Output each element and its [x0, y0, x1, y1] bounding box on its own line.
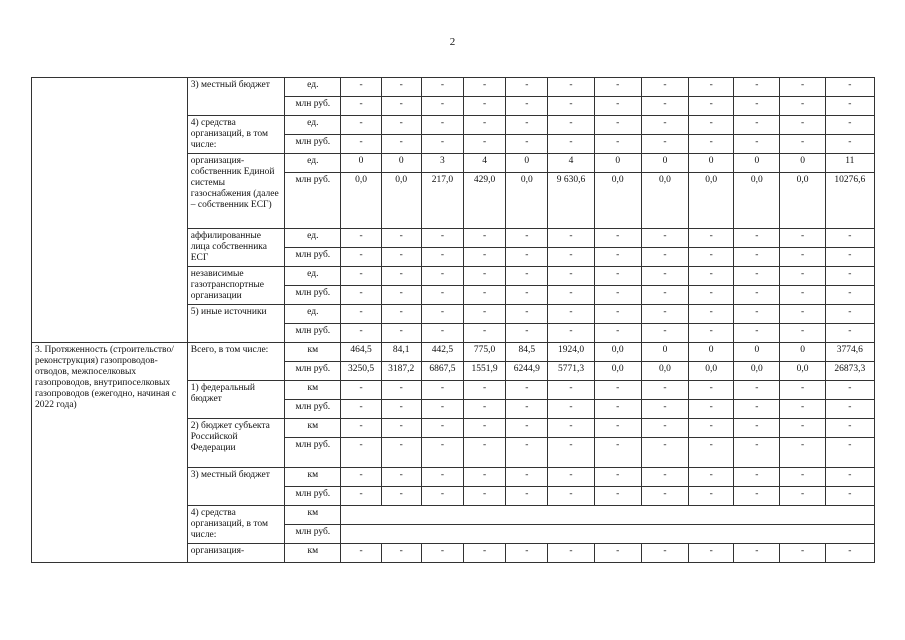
value-cell: - [689, 419, 734, 438]
value-cell: - [641, 419, 688, 438]
value-cell: - [734, 438, 780, 468]
value-cell: - [641, 286, 688, 305]
value-cell: - [341, 400, 381, 419]
value-cell: - [780, 468, 825, 487]
value-cell: - [689, 438, 734, 468]
value-cell: - [689, 400, 734, 419]
value-cell: - [548, 116, 594, 135]
value-cell: - [641, 438, 688, 468]
value-cell: - [734, 324, 780, 343]
value-cell: - [689, 97, 734, 116]
unit-cell: млн руб. [285, 97, 341, 116]
value-cell: - [594, 544, 641, 563]
value-cell: - [594, 487, 641, 506]
unit-cell: ед. [285, 116, 341, 135]
value-cell: - [594, 400, 641, 419]
value-cell: - [506, 381, 548, 400]
value-cell: - [594, 248, 641, 267]
page-number: 2 [449, 36, 456, 48]
value-cell: - [381, 381, 421, 400]
value-cell: 442,5 [421, 343, 463, 362]
value-cell: - [506, 438, 548, 468]
value-cell: 0 [689, 343, 734, 362]
source-cell: 5) иные источники [187, 305, 284, 343]
value-cell: - [780, 135, 825, 154]
source-cell: Всего, в том числе: [187, 343, 284, 381]
value-cell: - [464, 97, 506, 116]
value-cell: - [464, 229, 506, 248]
value-cell: - [825, 229, 874, 248]
value-cell: - [464, 286, 506, 305]
unit-cell: ед. [285, 267, 341, 286]
value-cell: - [825, 135, 874, 154]
value-cell: - [780, 381, 825, 400]
value-cell: - [825, 544, 874, 563]
value-cell: - [548, 305, 594, 324]
value-cell: - [341, 135, 381, 154]
value-cell: - [825, 97, 874, 116]
value-cell: - [594, 381, 641, 400]
value-cell: - [641, 487, 688, 506]
value-cell: - [734, 286, 780, 305]
value-cell: 3187,2 [381, 362, 421, 381]
value-cell: 0 [780, 343, 825, 362]
value-cell: - [421, 544, 463, 563]
value-cell: - [780, 544, 825, 563]
value-cell: - [506, 116, 548, 135]
value-cell: - [506, 286, 548, 305]
unit-cell: млн руб. [285, 324, 341, 343]
value-cell: - [381, 468, 421, 487]
value-cell: 0,0 [641, 362, 688, 381]
value-cell: - [421, 400, 463, 419]
value-cell: - [464, 267, 506, 286]
value-cell: - [689, 229, 734, 248]
value-cell: - [381, 305, 421, 324]
value-cell: - [341, 438, 381, 468]
value-cell: - [594, 468, 641, 487]
source-cell: 3) местный бюджет [187, 78, 284, 116]
value-cell: - [381, 267, 421, 286]
value-cell: - [825, 267, 874, 286]
value-cell: - [464, 116, 506, 135]
value-cell: 0 [341, 154, 381, 173]
value-cell: - [734, 400, 780, 419]
value-cell: - [780, 305, 825, 324]
value-cell: - [641, 381, 688, 400]
value-cell: - [780, 419, 825, 438]
value-cell: - [341, 381, 381, 400]
value-cell: - [689, 286, 734, 305]
value-cell: - [641, 468, 688, 487]
value-cell: - [421, 267, 463, 286]
value-cell: - [506, 400, 548, 419]
value-cell: 3250,5 [341, 362, 381, 381]
unit-cell: ед. [285, 305, 341, 324]
indicator-cell: 3. Протяженность (строительство/реконструкция) газопроводов-отводов, межпоселковых газопроводов, внутрипоселковых газопроводов (ежегодно, начиная с 2022 года) [32, 343, 188, 563]
unit-cell: млн руб. [285, 248, 341, 267]
value-cell: - [734, 267, 780, 286]
value-cell: - [734, 487, 780, 506]
value-cell: - [381, 97, 421, 116]
value-cell: 1551,9 [464, 362, 506, 381]
value-cell: - [825, 468, 874, 487]
value-cell: - [825, 438, 874, 468]
value-cell: - [641, 229, 688, 248]
unit-cell: ед. [285, 229, 341, 248]
value-cell: - [381, 286, 421, 305]
value-cell: - [464, 135, 506, 154]
value-cell: - [548, 438, 594, 468]
value-cell: - [341, 324, 381, 343]
value-cell: - [464, 438, 506, 468]
value-cell: - [689, 468, 734, 487]
value-cell: 0 [689, 154, 734, 173]
value-cell: - [464, 544, 506, 563]
value-cell: - [421, 468, 463, 487]
value-cell: - [780, 78, 825, 97]
value-cell: - [421, 229, 463, 248]
value-cell: - [548, 324, 594, 343]
source-cell: 4) средства организаций, в том числе: [187, 506, 284, 544]
value-cell: - [734, 544, 780, 563]
unit-cell: млн руб. [285, 487, 341, 506]
unit-cell: км [285, 419, 341, 438]
value-cell: - [594, 267, 641, 286]
value-cell: - [594, 419, 641, 438]
value-cell: - [421, 97, 463, 116]
value-cell: 0,0 [689, 362, 734, 381]
unit-cell: км [285, 506, 341, 525]
value-cell: - [825, 419, 874, 438]
value-cell: - [780, 248, 825, 267]
value-cell: - [381, 248, 421, 267]
unit-cell: км [285, 343, 341, 362]
value-cell: - [641, 116, 688, 135]
value-cell: - [381, 324, 421, 343]
value-cell: - [464, 78, 506, 97]
value-cell: - [594, 78, 641, 97]
value-cell: - [464, 468, 506, 487]
value-cell: 10276,6 [825, 173, 874, 229]
value-cell: - [780, 267, 825, 286]
empty-values-cell [341, 506, 875, 525]
value-cell: 26873,3 [825, 362, 874, 381]
value-cell: - [548, 468, 594, 487]
value-cell: - [780, 400, 825, 419]
value-cell: - [421, 248, 463, 267]
value-cell: 0 [641, 154, 688, 173]
value-cell: - [381, 544, 421, 563]
value-cell: 5771,3 [548, 362, 594, 381]
value-cell: - [641, 248, 688, 267]
value-cell: - [381, 419, 421, 438]
value-cell: 0,0 [689, 173, 734, 229]
value-cell: 0,0 [341, 173, 381, 229]
source-cell: 3) местный бюджет [187, 468, 284, 506]
unit-cell: км [285, 468, 341, 487]
value-cell: - [780, 487, 825, 506]
value-cell: - [548, 286, 594, 305]
value-cell: 217,0 [421, 173, 463, 229]
value-cell: - [780, 229, 825, 248]
value-cell: - [734, 97, 780, 116]
value-cell: - [464, 324, 506, 343]
value-cell: - [734, 248, 780, 267]
value-cell: - [464, 400, 506, 419]
value-cell: 3 [421, 154, 463, 173]
value-cell: 0,0 [780, 362, 825, 381]
value-cell: 0,0 [381, 173, 421, 229]
value-cell: - [641, 135, 688, 154]
empty-values-cell [341, 525, 875, 544]
value-cell: 464,5 [341, 343, 381, 362]
value-cell: - [734, 419, 780, 438]
value-cell: - [506, 305, 548, 324]
value-cell: - [341, 286, 381, 305]
value-cell: 0,0 [734, 173, 780, 229]
value-cell: - [641, 97, 688, 116]
value-cell: 4 [548, 154, 594, 173]
value-cell: 0,0 [641, 173, 688, 229]
value-cell: - [548, 135, 594, 154]
value-cell: 0,0 [594, 343, 641, 362]
value-cell: 0 [780, 154, 825, 173]
value-cell: 1924,0 [548, 343, 594, 362]
value-cell: - [689, 324, 734, 343]
value-cell: - [825, 487, 874, 506]
source-cell: организация- [187, 544, 284, 563]
value-cell: - [506, 78, 548, 97]
value-cell: - [381, 438, 421, 468]
value-cell: - [780, 438, 825, 468]
value-cell: - [594, 229, 641, 248]
value-cell: 429,0 [464, 173, 506, 229]
value-cell: - [641, 400, 688, 419]
value-cell: - [506, 248, 548, 267]
value-cell: - [689, 135, 734, 154]
value-cell: - [464, 487, 506, 506]
unit-cell: км [285, 544, 341, 563]
value-cell: - [421, 438, 463, 468]
value-cell: 6244,9 [506, 362, 548, 381]
value-cell: - [825, 116, 874, 135]
value-cell: - [689, 267, 734, 286]
value-cell: - [594, 305, 641, 324]
value-cell: - [506, 267, 548, 286]
value-cell: - [506, 135, 548, 154]
value-cell: - [734, 468, 780, 487]
value-cell: - [341, 419, 381, 438]
value-cell: - [341, 229, 381, 248]
value-cell: - [734, 381, 780, 400]
source-cell: 4) средства организаций, в том числе: [187, 116, 284, 154]
value-cell: - [341, 487, 381, 506]
unit-cell: млн руб. [285, 135, 341, 154]
unit-cell: ед. [285, 154, 341, 173]
value-cell: - [421, 116, 463, 135]
value-cell: - [594, 324, 641, 343]
unit-cell: км [285, 381, 341, 400]
value-cell: - [641, 305, 688, 324]
value-cell: - [341, 116, 381, 135]
value-cell: - [689, 305, 734, 324]
value-cell: 4 [464, 154, 506, 173]
value-cell: - [381, 78, 421, 97]
value-cell: - [381, 487, 421, 506]
value-cell: 0 [734, 343, 780, 362]
value-cell: 0,0 [734, 362, 780, 381]
value-cell: - [825, 248, 874, 267]
value-cell: 3774,6 [825, 343, 874, 362]
value-cell: - [548, 229, 594, 248]
unit-cell: ед. [285, 78, 341, 97]
value-cell: - [341, 305, 381, 324]
source-cell: 1) федеральный бюджет [187, 381, 284, 419]
unit-cell: млн руб. [285, 173, 341, 229]
unit-cell: млн руб. [285, 400, 341, 419]
value-cell: - [341, 97, 381, 116]
value-cell: - [421, 135, 463, 154]
source-cell: 2) бюджет субъекта Российской Федерации [187, 419, 284, 468]
value-cell: - [341, 468, 381, 487]
value-cell: - [641, 267, 688, 286]
value-cell: - [734, 305, 780, 324]
value-cell: - [734, 78, 780, 97]
value-cell: - [421, 324, 463, 343]
value-cell: - [825, 286, 874, 305]
value-cell: - [381, 135, 421, 154]
value-cell: - [548, 78, 594, 97]
value-cell: - [464, 381, 506, 400]
data-table [31, 77, 875, 563]
value-cell: - [506, 97, 548, 116]
value-cell: - [689, 248, 734, 267]
unit-cell: млн руб. [285, 362, 341, 381]
indicator-cell-prev [32, 78, 188, 343]
value-cell: - [341, 267, 381, 286]
source-cell: аффилированные лица собственника ЕСГ [187, 229, 284, 267]
value-cell: 0 [506, 154, 548, 173]
value-cell: 0 [381, 154, 421, 173]
table-row [32, 343, 875, 362]
value-cell: 0,0 [780, 173, 825, 229]
value-cell: 6867,5 [421, 362, 463, 381]
value-cell: 11 [825, 154, 874, 173]
value-cell: 0 [641, 343, 688, 362]
value-cell: - [464, 305, 506, 324]
value-cell: - [548, 248, 594, 267]
table-row [32, 78, 875, 97]
value-cell: - [780, 286, 825, 305]
value-cell: - [641, 544, 688, 563]
value-cell: 84,1 [381, 343, 421, 362]
value-cell: - [548, 487, 594, 506]
value-cell: - [594, 135, 641, 154]
value-cell: - [421, 419, 463, 438]
value-cell: - [506, 487, 548, 506]
value-cell: - [506, 468, 548, 487]
value-cell: - [641, 324, 688, 343]
value-cell: - [780, 116, 825, 135]
value-cell: - [421, 78, 463, 97]
value-cell: - [506, 544, 548, 563]
value-cell: - [594, 97, 641, 116]
value-cell: - [421, 487, 463, 506]
value-cell: - [506, 419, 548, 438]
value-cell: - [689, 116, 734, 135]
value-cell: - [689, 381, 734, 400]
value-cell: - [641, 78, 688, 97]
value-cell: - [506, 324, 548, 343]
value-cell: - [825, 305, 874, 324]
value-cell: - [341, 544, 381, 563]
value-cell: - [381, 229, 421, 248]
value-cell: - [825, 400, 874, 419]
unit-cell: млн руб. [285, 286, 341, 305]
value-cell: - [689, 78, 734, 97]
value-cell: - [381, 400, 421, 419]
value-cell: - [825, 381, 874, 400]
value-cell: - [381, 116, 421, 135]
value-cell: 0,0 [594, 173, 641, 229]
value-cell: - [421, 286, 463, 305]
value-cell: - [464, 248, 506, 267]
unit-cell: млн руб. [285, 438, 341, 468]
value-cell: - [594, 286, 641, 305]
value-cell: - [341, 248, 381, 267]
value-cell: 0,0 [594, 362, 641, 381]
value-cell: 0,0 [506, 173, 548, 229]
value-cell: - [421, 305, 463, 324]
value-cell: - [548, 544, 594, 563]
value-cell: - [689, 487, 734, 506]
value-cell: - [341, 78, 381, 97]
source-cell: независимые газотранспортные организации [187, 267, 284, 305]
value-cell: - [825, 78, 874, 97]
value-cell: - [734, 116, 780, 135]
value-cell: - [548, 267, 594, 286]
value-cell: - [464, 419, 506, 438]
value-cell: - [506, 229, 548, 248]
unit-cell: млн руб. [285, 525, 341, 544]
value-cell: - [548, 381, 594, 400]
value-cell: - [548, 97, 594, 116]
value-cell: - [734, 229, 780, 248]
value-cell: - [548, 419, 594, 438]
source-cell: организация-собственник Единой системы газоснабжения (далее – собственник ЕСГ) [187, 154, 284, 229]
value-cell: 9 630,6 [548, 173, 594, 229]
value-cell: 0 [594, 154, 641, 173]
value-cell: - [689, 544, 734, 563]
value-cell: 0 [734, 154, 780, 173]
value-cell: 775,0 [464, 343, 506, 362]
value-cell: - [548, 400, 594, 419]
value-cell: - [825, 324, 874, 343]
value-cell: - [594, 438, 641, 468]
value-cell: - [734, 135, 780, 154]
value-cell: - [594, 116, 641, 135]
value-cell: - [780, 97, 825, 116]
value-cell: - [780, 324, 825, 343]
value-cell: - [421, 381, 463, 400]
value-cell: 84,5 [506, 343, 548, 362]
